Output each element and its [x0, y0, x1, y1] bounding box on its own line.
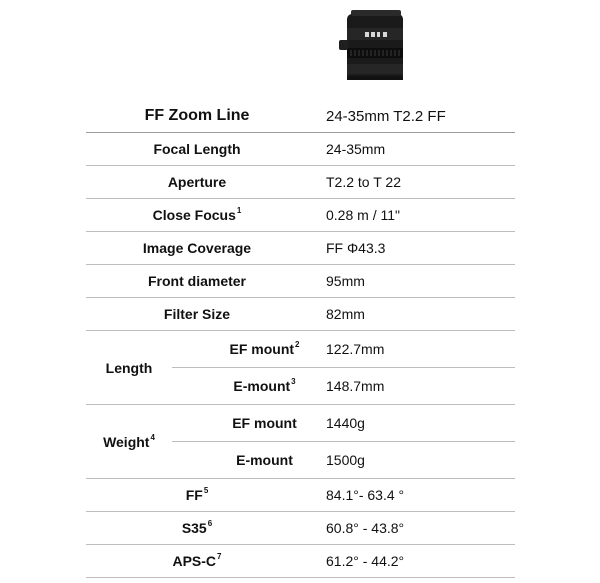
spec-row-image-coverage — [86, 232, 515, 265]
spec-table — [86, 100, 515, 578]
sub-row-length-e — [172, 368, 515, 404]
spec-value: T2.2 to T 22 — [326, 174, 401, 190]
spec-value: 84.1°- 63.4 ° — [326, 487, 405, 503]
sub-label: EF mount $^2$ — [229, 340, 300, 357]
sub-value: 122.7mm — [326, 341, 385, 357]
spec-value: 95mm — [326, 273, 365, 289]
spec-label: Focal Length — [153, 141, 241, 157]
sub-value: 1500g — [326, 452, 365, 468]
sub-row-weight-ef — [172, 405, 515, 442]
spec-row-angle-apsc — [86, 545, 515, 578]
spec-row-close-focus — [86, 199, 515, 232]
sub-label: E-mount — [236, 452, 293, 468]
weight-group — [86, 405, 515, 479]
group-label: Length — [105, 359, 153, 376]
sub-row-weight-e — [172, 442, 515, 478]
spec-label: Aperture — [167, 174, 227, 190]
spec-label: Close Focus $^1$ — [152, 206, 242, 223]
spec-row-focal-length — [86, 133, 515, 166]
spec-value: 24-35mm — [326, 141, 386, 157]
spec-label: Image Coverage — [142, 240, 252, 256]
lens-image — [337, 8, 409, 86]
cine-zoom-lens-icon — [337, 8, 409, 86]
sub-value: 1440g — [326, 415, 365, 431]
model-name: 24-35mm T2.2 FF — [326, 107, 446, 125]
sub-value: 148.7mm — [326, 378, 385, 394]
length-group — [86, 331, 515, 405]
spec-value: 0.28 m / 11" — [326, 207, 400, 223]
spec-label: FF $^5$ — [185, 486, 209, 503]
spec-label: S35 $^6$ — [181, 519, 213, 536]
spec-row-angle-s35 — [86, 512, 515, 545]
spec-label: APS-C $^7$ — [172, 552, 222, 569]
spec-row-angle-ff — [86, 479, 515, 512]
spec-value: 61.2° - 44.2° — [326, 553, 405, 569]
spec-label: Filter Size — [163, 306, 231, 322]
spec-value: FF Φ43.3 — [326, 240, 386, 256]
spec-value: 60.8° - 43.8° — [326, 520, 405, 536]
spec-row-front-diameter — [86, 265, 515, 298]
line-title: FF Zoom Line — [144, 107, 250, 124]
sub-row-length-ef — [172, 331, 515, 368]
spec-value: 82mm — [326, 306, 365, 322]
spec-row-aperture — [86, 166, 515, 199]
spec-label: Front diameter — [147, 273, 246, 289]
group-label: Weight $^4$ — [103, 432, 155, 450]
sub-label: EF mount — [232, 415, 297, 431]
table-header-row — [86, 100, 515, 133]
spec-row-filter-size — [86, 298, 515, 331]
sub-label: E-mount $^3$ — [233, 377, 296, 394]
